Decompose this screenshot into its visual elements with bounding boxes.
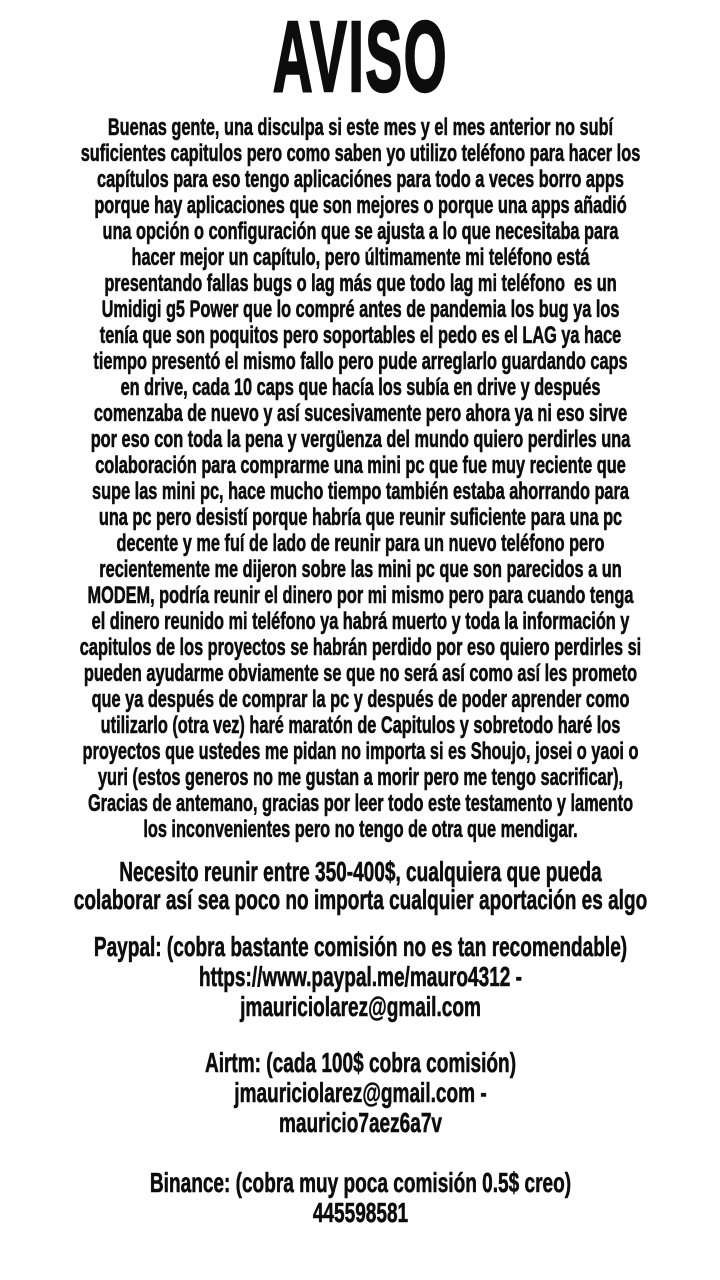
text-line: yuri (estos generos no me gustan a morir pero me tengo sacrificar), — [97, 764, 623, 791]
text-line: por eso con toda la pena y vergüenza del mundo quiero perdirles una — [90, 426, 630, 453]
binance-section — [0, 1168, 720, 1228]
text-line: presentando fallas bugs o lag más que todo lag mi teléfono es un — [103, 270, 617, 297]
notice-title: AVISO — [272, 1, 448, 113]
text-line: suficientes capitulos pero como saben yo utilizo teléfono para hacer los — [80, 140, 640, 167]
text-line: proyectos que ustedes me pidan no importa si es Shoujo, josei o yaoi o — [82, 738, 638, 765]
text-line: jmauriciolarez@gmail.com — [239, 991, 481, 1022]
text-line: MODEM, podría reunir el dinero por mi mismo pero para cuando tenga — [87, 582, 633, 609]
text-line: pueden ayudarme obviamente se que no será así como así les prometo — [83, 660, 637, 687]
text-line: una pc pero desistí porque habría que reunir suficiente para una pc — [98, 504, 622, 531]
text-line: tiempo presentó el mismo fallo pero pude arreglarlo guardando caps — [92, 348, 628, 375]
text-line: jmauriciolarez@gmail.com - — [233, 1077, 487, 1108]
text-line: colaborar así sea poco no importa cualquier aportación es algo — [73, 884, 647, 915]
text-line: comenzaba de nuevo y así sucesivamente pero ahora ya ni eso sirve — [93, 400, 627, 427]
text-line: Binance: (cobra muy poca comisión 0.5$ creo) — [149, 1167, 571, 1198]
text-line: Buenas gente, una disculpa si este mes y el mes anterior no subí — [107, 114, 613, 141]
text-line: Umidigi g5 Power que lo compré antes de pandemia los bug ya los — [101, 296, 619, 323]
text-line: supe las mini pc, hace mucho tiempo también estaba ahorrando para — [91, 478, 629, 505]
text-line: el dinero reunido mi teléfono ya habrá muerto y toda la información y — [91, 608, 629, 635]
airtm-section — [0, 1048, 720, 1138]
text-line: decente y me fuí de lado de reunir para un nuevo teléfono pero — [116, 530, 604, 557]
text-line: capítulos para eso tengo aplicaciónes para todo a veces borro apps — [96, 166, 624, 193]
text-line: porque hay aplicaciones que son mejores o porque una apps añadió — [93, 192, 627, 219]
text-line: hacer mejor un capítulo, pero últimamente mi teléfono está — [131, 244, 589, 271]
text-line: los inconvenientes pero no tengo de otra que mendigar. — [142, 816, 578, 843]
paypal-section — [0, 932, 720, 1022]
apology-paragraph — [0, 115, 720, 843]
text-line: 445598581 — [312, 1197, 408, 1228]
text-line: colaboración para comprarme una mini pc que fue muy reciente que — [94, 452, 626, 479]
funding-goal — [0, 858, 720, 914]
text-line: recientemente me dijeron sobre las mini pc que son parecidos a un — [98, 556, 622, 583]
text-line: en drive, cada 10 caps que hacía los subía en drive y después — [120, 374, 600, 401]
text-line: utilizarlo (otra vez) haré maratón de Capitulos y sobretodo haré los — [100, 712, 620, 739]
text-line: capitulos de los proyectos se habrán perdido por eso quiero perdirles si — [79, 634, 641, 661]
text-line: una opción o configuración que se ajusta a lo que necesitaba para — [101, 218, 619, 245]
text-line: Necesito reunir entre 350-400$, cualquiera que pueda — [118, 856, 602, 887]
text-line: que ya después de comprar la pc y después de poder aprender como — [91, 686, 629, 713]
text-line: https://www.paypal.me/mauro4312 - — [198, 961, 522, 992]
text-line: Airtm: (cada 100$ cobra comisión) — [204, 1047, 516, 1078]
text-line: tenía que son poquitos pero soportables el pedo es el LAG ya hace — [99, 322, 621, 349]
text-line: Paypal: (cobra bastante comisión no es tan recomendable) — [93, 931, 627, 962]
text-line: Gracias de antemano, gracias por leer todo este testamento y lamento — [87, 790, 633, 817]
text-line: mauricio7aez6a7v — [278, 1107, 442, 1138]
